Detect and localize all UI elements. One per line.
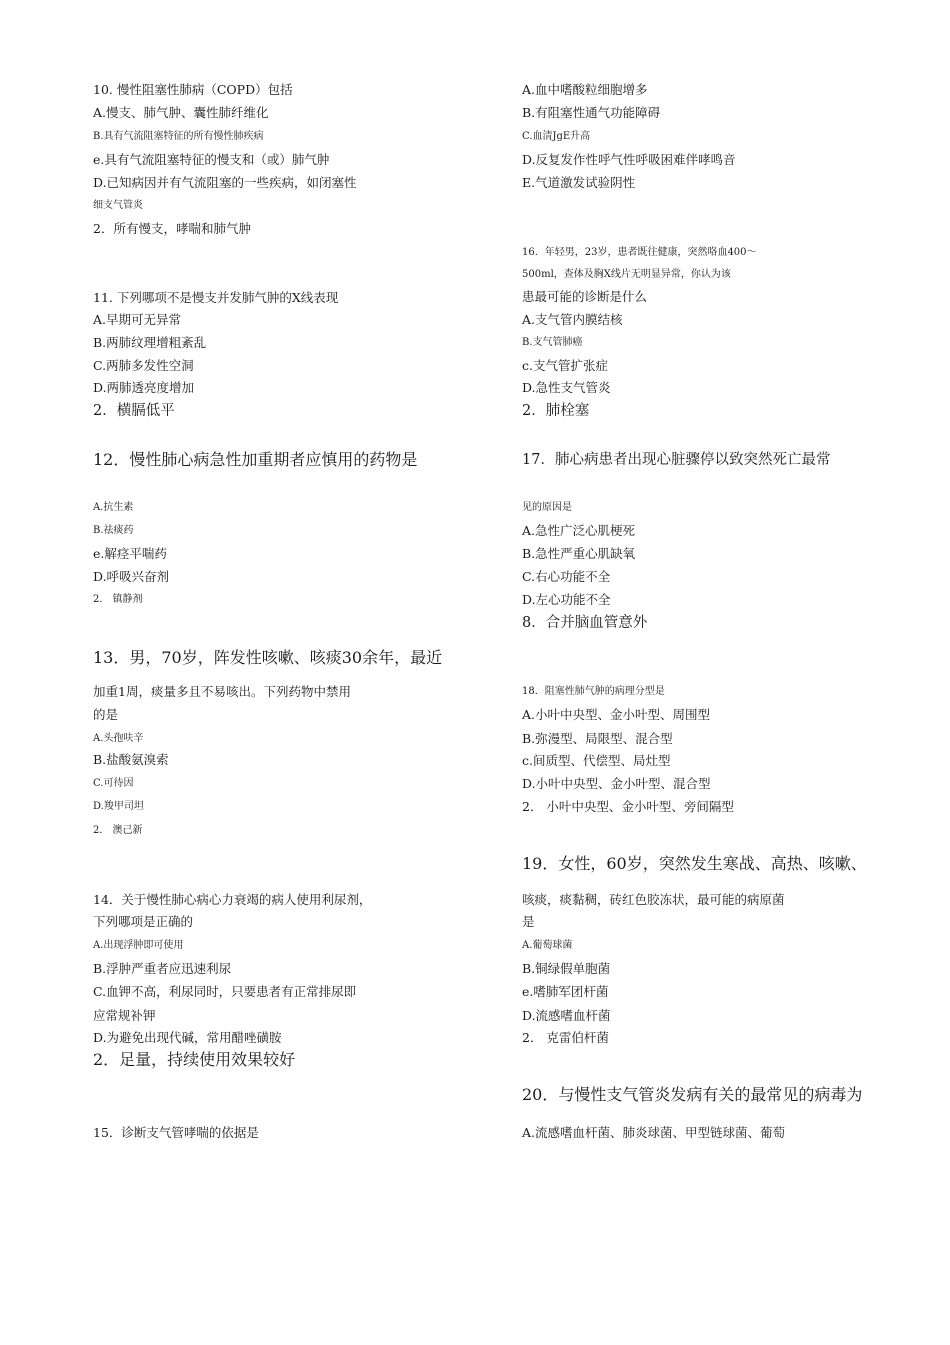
right-text-line: c.支气管扩张症 xyxy=(522,357,608,373)
right-text-line: e.嗜肺军团杆菌 xyxy=(522,983,609,999)
left-text-line: B.浮肿严重者应迅速利尿 xyxy=(93,960,232,976)
left-text-line: 应常规补钾 xyxy=(93,1007,156,1023)
right-text-line: B.铜绿假单胞菌 xyxy=(522,960,611,976)
right-text-line: B.支气管肺癌 xyxy=(522,337,583,348)
right-text-line: 20．与慢性支气管炎发病有关的最常见的病毒为 xyxy=(522,1085,863,1104)
right-text-line: A.小叶中央型、金小叶型、周围型 xyxy=(522,706,711,722)
left-text-line: C.可待因 xyxy=(93,778,134,789)
left-text-line: 10. 慢性阻塞性肺病（COPD）包括 xyxy=(93,81,293,97)
left-text-line: 11. 下列哪项不是慢支并发肺气肿的X线表现 xyxy=(93,289,339,305)
left-text-line: 细支气管炎 xyxy=(93,200,143,211)
right-text-line: 2． 小叶中央型、金小叶型、旁间隔型 xyxy=(522,798,734,814)
right-text-line: B.有阻塞性通气功能障碍 xyxy=(522,104,661,120)
right-text-line: D.小叶中央型、金小叶型、混合型 xyxy=(522,775,711,791)
right-text-line: 500ml，查体及胸X线片无明显异常，你认为该 xyxy=(522,269,731,280)
right-text-line: 16．年轻男，23岁，患者既往健康，突然咯血400～ xyxy=(522,247,757,258)
right-text-line: B.急性严重心肌缺氧 xyxy=(522,545,636,561)
left-text-line: 加重1周，痰量多且不易咳出。下列药物中禁用 xyxy=(93,683,351,699)
left-text-line: 2． 澳己新 xyxy=(93,825,143,836)
left-text-line: B.祛痰药 xyxy=(93,525,134,536)
left-text-line: D.已知病因并有气流阻塞的一些疾病，如闭塞性 xyxy=(93,174,357,190)
left-text-line: A.抗生素 xyxy=(93,502,134,513)
left-text-line: 2． 镇静剂 xyxy=(93,594,143,605)
right-text-line: C.右心功能不全 xyxy=(522,568,611,584)
left-text-line: e.解痉平喘药 xyxy=(93,545,167,561)
left-text-line: D.呼吸兴奋剂 xyxy=(93,568,170,584)
left-text-line: 15．诊断支气管哮喘的依据是 xyxy=(93,1124,259,1140)
left-text-line: 的是 xyxy=(93,706,119,722)
left-text-line: C.血钾不高，利尿同时，只要患者有正常排尿即 xyxy=(93,983,357,999)
right-text-line: C.血清JgE升高 xyxy=(522,131,591,142)
left-text-line: 14．关于慢性肺心病心力衰竭的病人使用利尿剂， xyxy=(93,891,372,907)
left-text-line: e.具有气流阻塞特征的慢支和（或）肺气肿 xyxy=(93,151,330,167)
right-text-line: 18．阻塞性肺气肿的病理分型是 xyxy=(522,686,665,697)
left-text-line: A.出现浮肿即可使用 xyxy=(93,940,184,951)
left-text-line: B.具有气流阻塞特征的所有慢性肺疾病 xyxy=(93,131,264,142)
left-text-line: B.两肺纹理增粗紊乱 xyxy=(93,334,207,350)
right-text-line: D.流感嗜血杆菌 xyxy=(522,1007,611,1023)
right-text-line: A.支气管内膜结核 xyxy=(522,311,623,327)
left-text-line: 13．男，70岁，阵发性咳嗽、咳痰30余年，最近 xyxy=(93,648,443,667)
right-text-line: 患最可能的诊断是什么 xyxy=(522,288,648,304)
right-text-line: A.葡萄球菌 xyxy=(522,940,573,951)
left-text-line: 2．所有慢支，哮喘和肺气肿 xyxy=(93,220,251,236)
right-text-line: A.急性广泛心肌梗死 xyxy=(522,522,636,538)
right-text-line: A.血中嗜酸粒细胞增多 xyxy=(522,81,648,97)
right-text-line: 咳痰，痰黏稠，砖红色胶冻状，最可能的病原菌 xyxy=(522,891,785,907)
right-text-line: 19．女性，60岁，突然发生寒战、高热、咳嗽、 xyxy=(522,854,867,873)
right-text-line: E.气道激发试验阴性 xyxy=(522,174,636,190)
right-text-line: 见的原因是 xyxy=(522,502,572,513)
right-text-line: A.流感嗜血杆菌、肺炎球菌、甲型链球菌、葡萄 xyxy=(522,1124,786,1140)
right-text-line: D.左心功能不全 xyxy=(522,591,611,607)
left-text-line: A.早期可无异常 xyxy=(93,311,182,327)
right-text-line: 是 xyxy=(522,913,535,929)
left-text-line: A.头孢呋辛 xyxy=(93,733,144,744)
left-text-line: 2．横膈低平 xyxy=(93,402,175,419)
left-text-line: 2．足量，持续使用效果较好 xyxy=(93,1050,296,1069)
left-text-line: 12．慢性肺心病急性加重期者应慎用的药物是 xyxy=(93,450,418,469)
left-text-line: D.两肺透亮度增加 xyxy=(93,379,195,395)
right-text-line: c.间质型、代偿型、局灶型 xyxy=(522,752,671,768)
left-text-line: D.为避免出现代碱，常用醋唑磺胺 xyxy=(93,1029,282,1045)
left-text-line: D.羧甲司坦 xyxy=(93,801,144,812)
right-text-line: 2． 克雷伯杆菌 xyxy=(522,1029,609,1045)
left-text-line: A.慢支、肺气肿、囊性肺纤维化 xyxy=(93,104,269,120)
right-text-line: 8．合并脑血管意外 xyxy=(522,614,648,631)
right-text-line: 17．肺心病患者出现心脏骤停以致突然死亡最常 xyxy=(522,451,831,468)
left-text-line: B.盐酸氨溴索 xyxy=(93,751,169,767)
left-text-line: 下列哪项是正确的 xyxy=(93,913,194,929)
left-text-line: C.两肺多发性空洞 xyxy=(93,357,194,373)
right-text-line: D.反复发作性呼气性呼吸困难伴哮鸣音 xyxy=(522,151,736,167)
right-text-line: B.弥漫型、局限型、混合型 xyxy=(522,730,673,746)
right-text-line: D.急性支气管炎 xyxy=(522,379,611,395)
right-text-line: 2．肺栓塞 xyxy=(522,402,590,419)
